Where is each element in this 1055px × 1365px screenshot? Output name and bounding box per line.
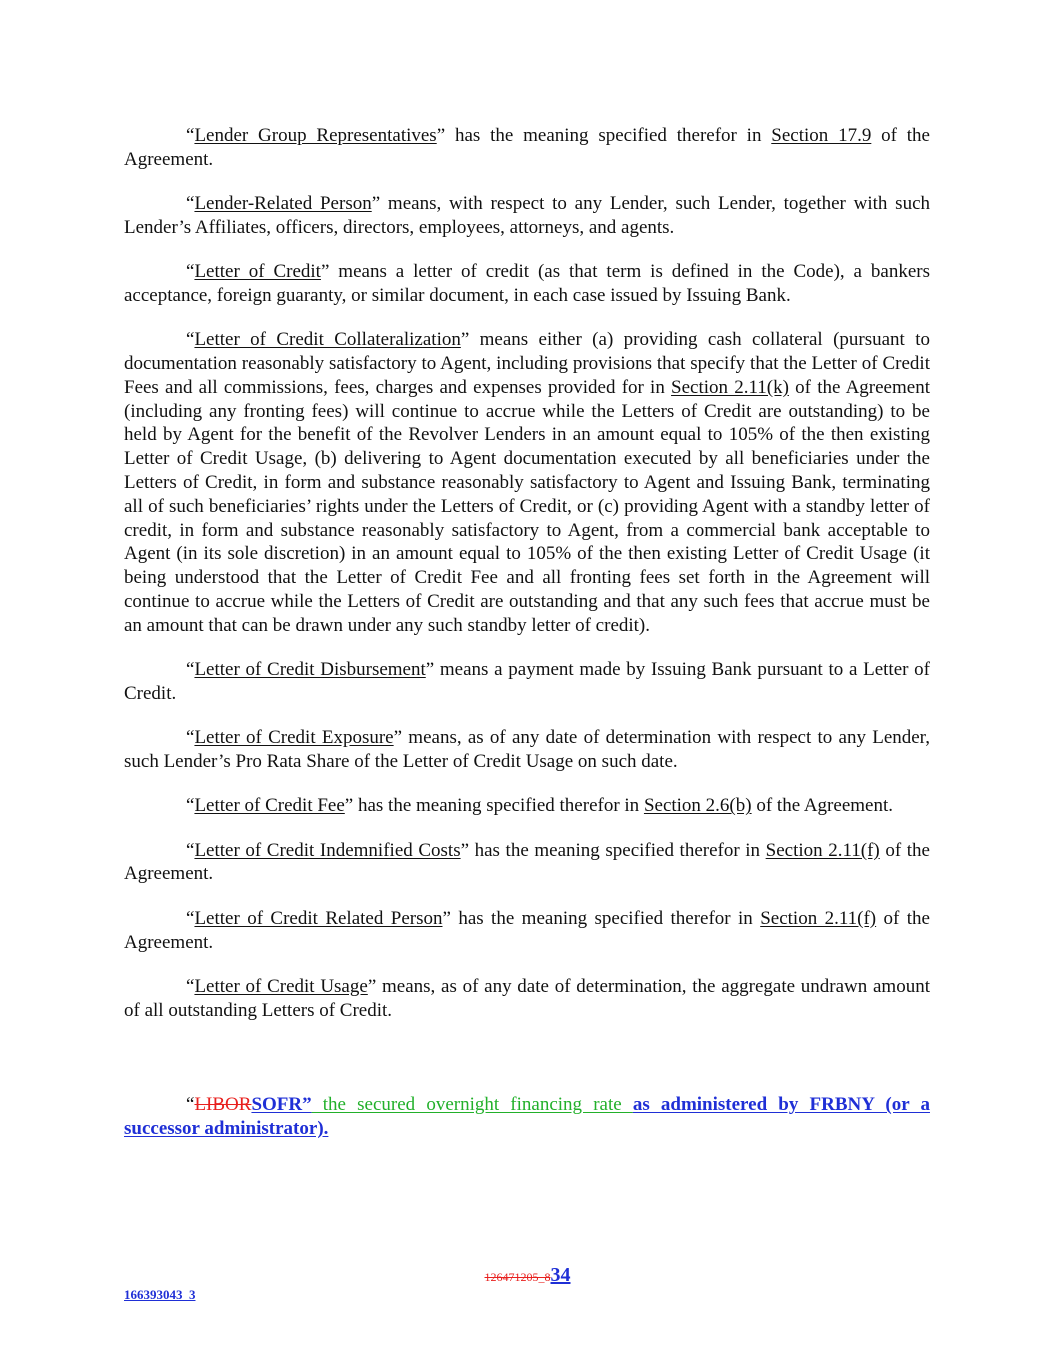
close-quote: ” xyxy=(436,125,446,146)
defined-term: Letter of Credit Indemnified Costs xyxy=(194,839,461,861)
close-quote: ” xyxy=(367,975,377,997)
close-quote: ” xyxy=(460,329,470,351)
close-quote: ” xyxy=(425,659,435,681)
open-quote: “ xyxy=(186,907,195,929)
open-quote: “ xyxy=(186,329,195,351)
open-quote: “ xyxy=(186,125,195,146)
definition-paragraph xyxy=(124,260,930,308)
defined-term: Letter of Credit xyxy=(194,261,321,283)
defined-term: Letter of Credit Disbursement xyxy=(194,659,426,681)
definition-text-end: of the Agreement. xyxy=(124,839,930,885)
inserted-term: SOFR” xyxy=(251,1093,312,1115)
inserted-blue-text: as administered by FRBNY (or a successor administrator). xyxy=(124,1093,930,1139)
definition-text: means a payment made by Issuing Bank pursuant to a Letter of Credit. xyxy=(124,659,930,704)
definition-sofr-redline xyxy=(124,1093,930,1141)
open-quote: “ xyxy=(186,1093,195,1115)
close-quote: ” xyxy=(460,839,470,861)
section-reference: Section 2.11(f) xyxy=(765,839,880,861)
definition-text: means either (a) providing cash collateral (pursuant to documentation reasonably satisfactory to Agent, including provisions that specify that the Letter of Credit Fees and all commissions, fees, charges and expenses provided for in xyxy=(124,329,930,398)
definition-text-end: of the Agreement (including any fronting fees) will continue to accrue while the Letters of Credit are outstanding) to be held by Agent for the benefit of the Revolver Lenders in an amount equal to 105% of the then existing Letter of Credit Usage, (b) delivering to Agent documentation executed by all beneficiaries under the Letters of Credit, in form and substance reasonably satisfactory to Agent and Issuing Bank, terminating all of such beneficiaries’ rights under the Letters of Credit, or (c) providing Agent with a standby letter of credit, in form and substance reasonably satisfactory to Agent, from a commercial bank acceptable to Agent (in its sole discretion) in an amount equal to 105% of the then existing Letter of Credit Usage (it being understood that the Letter of Credit Fee and all fronting fees set forth in the Agreement will continue to accrue while the Letters of Credit are outstanding and that any such fees that accrue must be an amount that can be drawn under any such standby letter of credit). xyxy=(124,376,930,636)
close-quote: ” xyxy=(371,193,381,215)
defined-term: Letter of Credit Collateralization xyxy=(194,329,461,351)
definition-text-end: of the Agreement. xyxy=(124,125,930,170)
definition-paragraph xyxy=(124,975,930,1023)
definition-text-end: of the Agreement. xyxy=(124,907,930,953)
definition-paragraph xyxy=(124,726,930,774)
definition-text: has the meaning specified therefor in xyxy=(450,907,761,929)
definition-text: has the meaning specified therefor in xyxy=(353,795,644,817)
definition-text: means, as of any date of determination with respect to any Lender, such Lender’s Pro Rata Share of the Letter of Credit Usage on such date. xyxy=(124,727,930,773)
document-page xyxy=(124,124,930,1161)
open-quote: “ xyxy=(186,659,195,681)
close-quote: ” xyxy=(344,795,354,817)
section-reference: Section 2.6(b) xyxy=(643,795,752,817)
deleted-term: LIBOR xyxy=(194,1093,252,1115)
definition-text: has the meaning specified therefor in xyxy=(469,839,766,861)
open-quote: “ xyxy=(186,975,195,997)
close-quote: ” xyxy=(320,261,330,283)
spacer xyxy=(124,1043,930,1093)
definition-text: means a letter of credit (as that term is defined in the Code), a bankers acceptance, foreign guaranty, or similar document, in each case issued by Issuing Bank. xyxy=(124,261,930,306)
definition-text: has the meaning specified therefor in xyxy=(445,125,772,146)
definition-paragraph xyxy=(124,658,930,706)
open-quote: “ xyxy=(186,193,195,215)
defined-term: Letter of Credit Exposure xyxy=(194,727,394,749)
defined-term: Lender Group Representatives xyxy=(194,125,437,146)
section-reference: Section 17.9 xyxy=(771,125,872,146)
deleted-docnum: 126471205_8 xyxy=(484,1270,551,1284)
section-reference: Section 2.11(k) xyxy=(671,376,789,398)
defined-term: Letter of Credit Fee xyxy=(194,795,345,817)
close-quote: ” xyxy=(442,907,451,929)
inserted-green-text: the secured overnight financing rate xyxy=(311,1093,633,1115)
defined-term: Letter of Credit Usage xyxy=(194,975,368,997)
definition-paragraph xyxy=(124,124,930,172)
definition-text-end: of the Agreement. xyxy=(751,795,893,817)
definitions-list xyxy=(124,124,930,1022)
document-id: 166393043_3 xyxy=(124,1287,196,1302)
section-reference: Section 2.11(f) xyxy=(760,907,877,929)
close-quote: ” xyxy=(393,727,403,749)
definition-paragraph xyxy=(124,328,930,637)
definition-paragraph xyxy=(124,794,930,818)
definition-paragraph xyxy=(124,192,930,240)
page-number: 34 xyxy=(550,1264,571,1286)
open-quote: “ xyxy=(186,839,195,861)
open-quote: “ xyxy=(186,261,195,283)
defined-term: Letter of Credit Related Person xyxy=(194,907,443,929)
definition-text: means, with respect to any Lender, such Lender, together with such Lender’s Affiliates, officers, directors, employees, attorneys, and agents. xyxy=(124,193,931,238)
definition-paragraph xyxy=(124,839,930,887)
definition-paragraph xyxy=(124,907,930,955)
defined-term: Lender-Related Person xyxy=(194,193,372,215)
open-quote: “ xyxy=(186,795,195,817)
definition-text: means, as of any date of determination, the aggregate undrawn amount of all outstanding Letters of Credit. xyxy=(124,975,930,1021)
open-quote: “ xyxy=(186,727,195,749)
page-number-footer xyxy=(0,1264,1055,1287)
